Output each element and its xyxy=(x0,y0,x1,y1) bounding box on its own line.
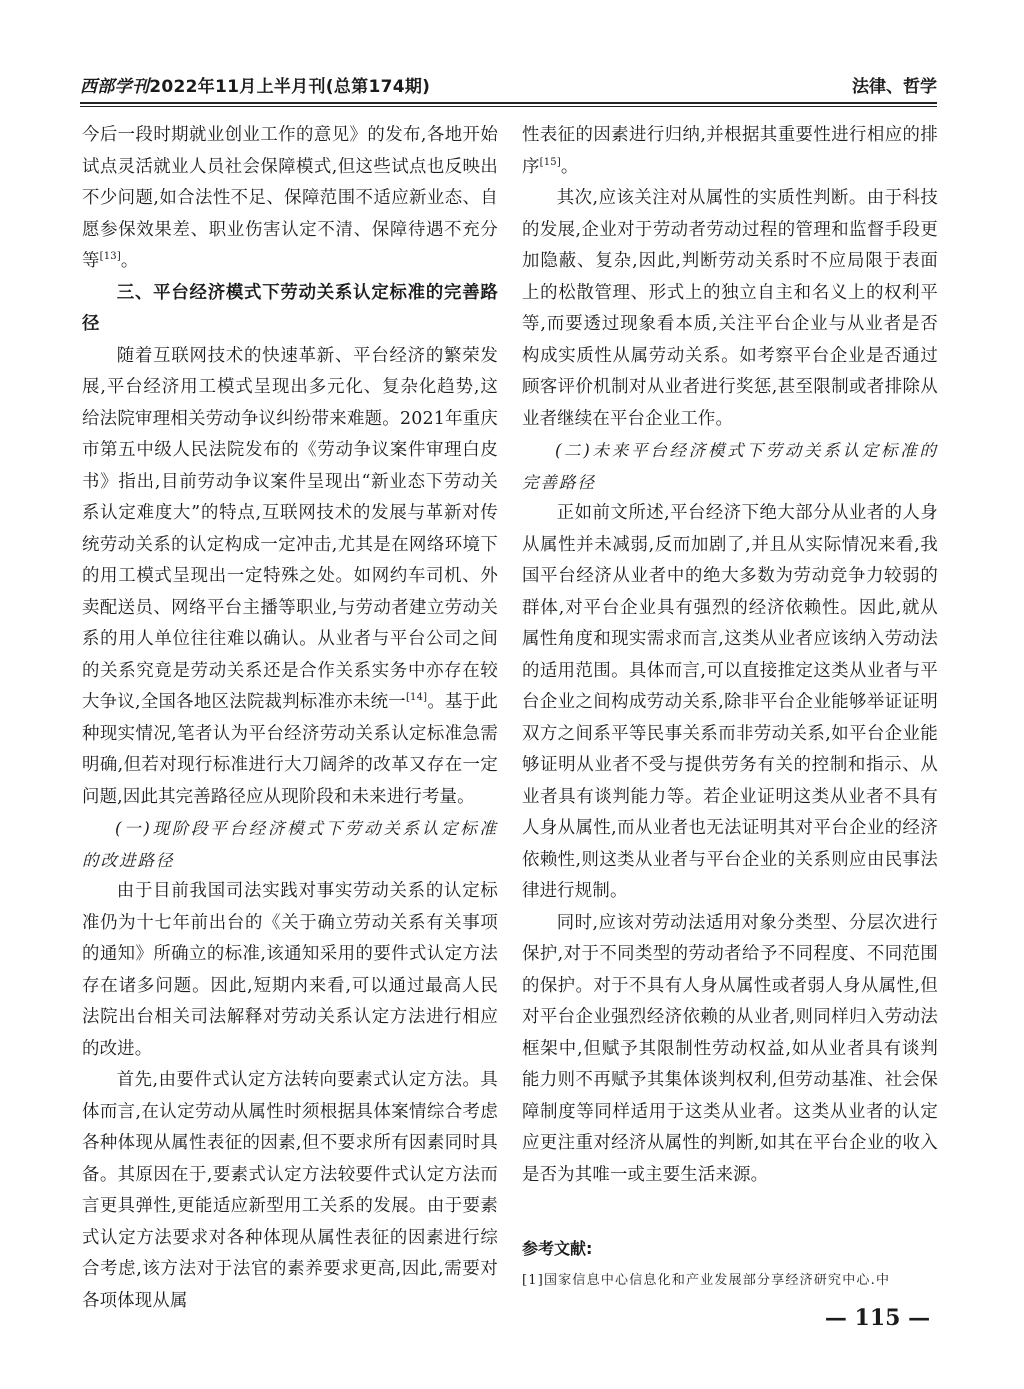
journal-issue-line xyxy=(80,72,430,97)
section-label: 法律、哲学 xyxy=(852,77,937,97)
page-number: — 115 — xyxy=(824,1305,931,1331)
citation: [13] xyxy=(99,251,121,263)
paragraph xyxy=(82,341,498,814)
citation: [15] xyxy=(539,156,561,168)
paragraph-text: 随着互联网技术的快速革新、平台经济的繁荣发展,平台经济用工模式呈现出多元化、复杂化趋势,这给法院审理相关劳动争议纠纷带来难题。2021年重庆市第五中级人民法院发布的《劳动争议案件审理白皮书》指出,目前劳动争议案件呈现出“新业态下劳动关系认定难度大”的特点,互联网技术的发展与革新对传统劳动关系的认定构成一定冲击,尤其是在网络环境下的用工模式呈现出一定特殊之处。如网约车司机、外卖配送员、网络平台主播等职业,与劳动者建立劳动关系的用人单位往往难以确认。从业者与平台公司之间的关系究竟是劳动关系还是合作关系实务中亦存在较大争议,全国各地区法院裁判标准亦未统一 xyxy=(82,345,498,712)
paragraph: 同时,应该对劳动法适用对象分类型、分层次进行保护,对于不同类型的劳动者给予不同程度、不同范围的保护。对于不具有人身从属性或者弱人身从属性,但对平台企业强烈经济依赖的从业者,则同样归入劳动法框架中,但赋予其限制性劳动权益,如从业者具有谈判能力则不再赋予其集体谈判权利,但劳动基准、社会保障制度等同样适用于这类从业者。这类从业者的认定应更注重对经济从属性的判断,如其在平台企业的收入是否为其唯一或主要生活来源。 xyxy=(522,912,938,1185)
paragraph-text: 今后一段时期就业创业工作的意见》的发布,各地开始试点灵活就业人员社会保障模式,但这些试点也反映出不少问题,如合法性不足、保障范围不适应新业态、自愿参保效果差、职业伤害认定不清、保障待遇不充分等 xyxy=(82,125,498,271)
right-column xyxy=(522,120,938,1191)
left-column xyxy=(82,120,498,1317)
paragraph: 正如前文所述,平台经济下绝大部分从业者的人身从属性并未减弱,反而加剧了,并且从实际情况来看,我国平台经济从业者中的绝大多数为劳动竞争力较弱的群体,对平台企业具有强烈的经济依赖性。因此,就从属性角度和现实需求而言,这类从业者应该纳入劳动法的适用范围。具体而言,可以直接推定这类从业者与平台企业之间构成劳动关系,除非平台企业能够举证证明双方之间系平等民事关系而非劳动关系,如平台企业能够证明从业者不受与提供劳务有关的控制和指示、从业者具有谈判能力等。若企业证明这类从业者不具有人身从属性,而从业者也无法证明其对平台企业的经济依赖性,则这类从业者与平台企业的关系则应由民事法律进行规制。 xyxy=(522,503,938,901)
citation: [14] xyxy=(405,692,428,704)
paragraph: 首先,由要件式认定方法转向要素式认定方法。具体而言,在认定劳动从属性时须根据具体案情综合考虑各种体现从属性表征的因素,但不要求所有因素同时具备。其原因在于,要素式认定方法较要件式认定方法而言更具弹性,更能适应新型用工关系的发展。由于要素式认定方法要求对各种体现从属性表征的因素进行综合考虑,该方法对于法官的素养要求更高,因此,需要对各项体现从属 xyxy=(82,1070,498,1311)
paragraph-end: 。 xyxy=(120,251,139,271)
header-rule xyxy=(80,102,937,107)
subsection-heading: (一)现阶段平台经济模式下劳动关系认定标准的改进路径 xyxy=(82,819,498,870)
reference-item: [1]国家信息中心信息化和产业发展部分享经济研究中心.中 xyxy=(522,1273,891,1288)
paragraph: 其次,应该关注对从属性的实质性判断。由于科技的发展,企业对于劳动者劳动过程的管理和监督手段更加隐蔽、复杂,因此,判断劳动关系时不应局限于表面上的松散管理、形式上的独立自主和名义上的权利平等,而要透过现象看本质,关注平台企业与从业者是否构成实质性从属劳动关系。如考察平台企业是否通过顾客评价机制对从业者进行奖惩,甚至限制或者排除从业者继续在平台企业工作。 xyxy=(522,188,938,429)
paragraph xyxy=(82,120,498,278)
paragraph xyxy=(522,120,938,183)
paragraph: 由于目前我国司法实践对事实劳动关系的认定标准仍为十七年前出台的《关于确立劳动关系有关事项的通知》所确立的标准,该通知采用的要件式认定方法存在诸多问题。因此,短期内来看,可以通过最高人民法院出台相关司法解释对劳动关系认定方法进行相应的改进。 xyxy=(82,881,498,1059)
issue-info: 2022年11月上半月刊(总第174期) xyxy=(149,77,431,97)
subsection-heading: (二)未来平台经济模式下劳动关系认定标准的完善路径 xyxy=(522,441,938,492)
references-title: 参考文献: xyxy=(522,1239,593,1258)
paragraph-end: 。基于此种现实情况,笔者认为平台经济劳动关系认定标准急需明确,但若对现行标准进行大刀阔斧的改革又存在一定问题,因此其完善路径应从现阶段和未来进行考量。 xyxy=(82,692,498,807)
page-header xyxy=(80,70,937,110)
section-heading: 三、平台经济模式下劳动关系认定标准的完善路径 xyxy=(82,282,498,334)
paragraph-end: 。 xyxy=(560,156,579,177)
journal-logo: 西部学刊 xyxy=(80,77,150,97)
paragraph-text: 性表征的因素进行归纳,并根据其重要性进行相应的排序 xyxy=(522,125,938,177)
